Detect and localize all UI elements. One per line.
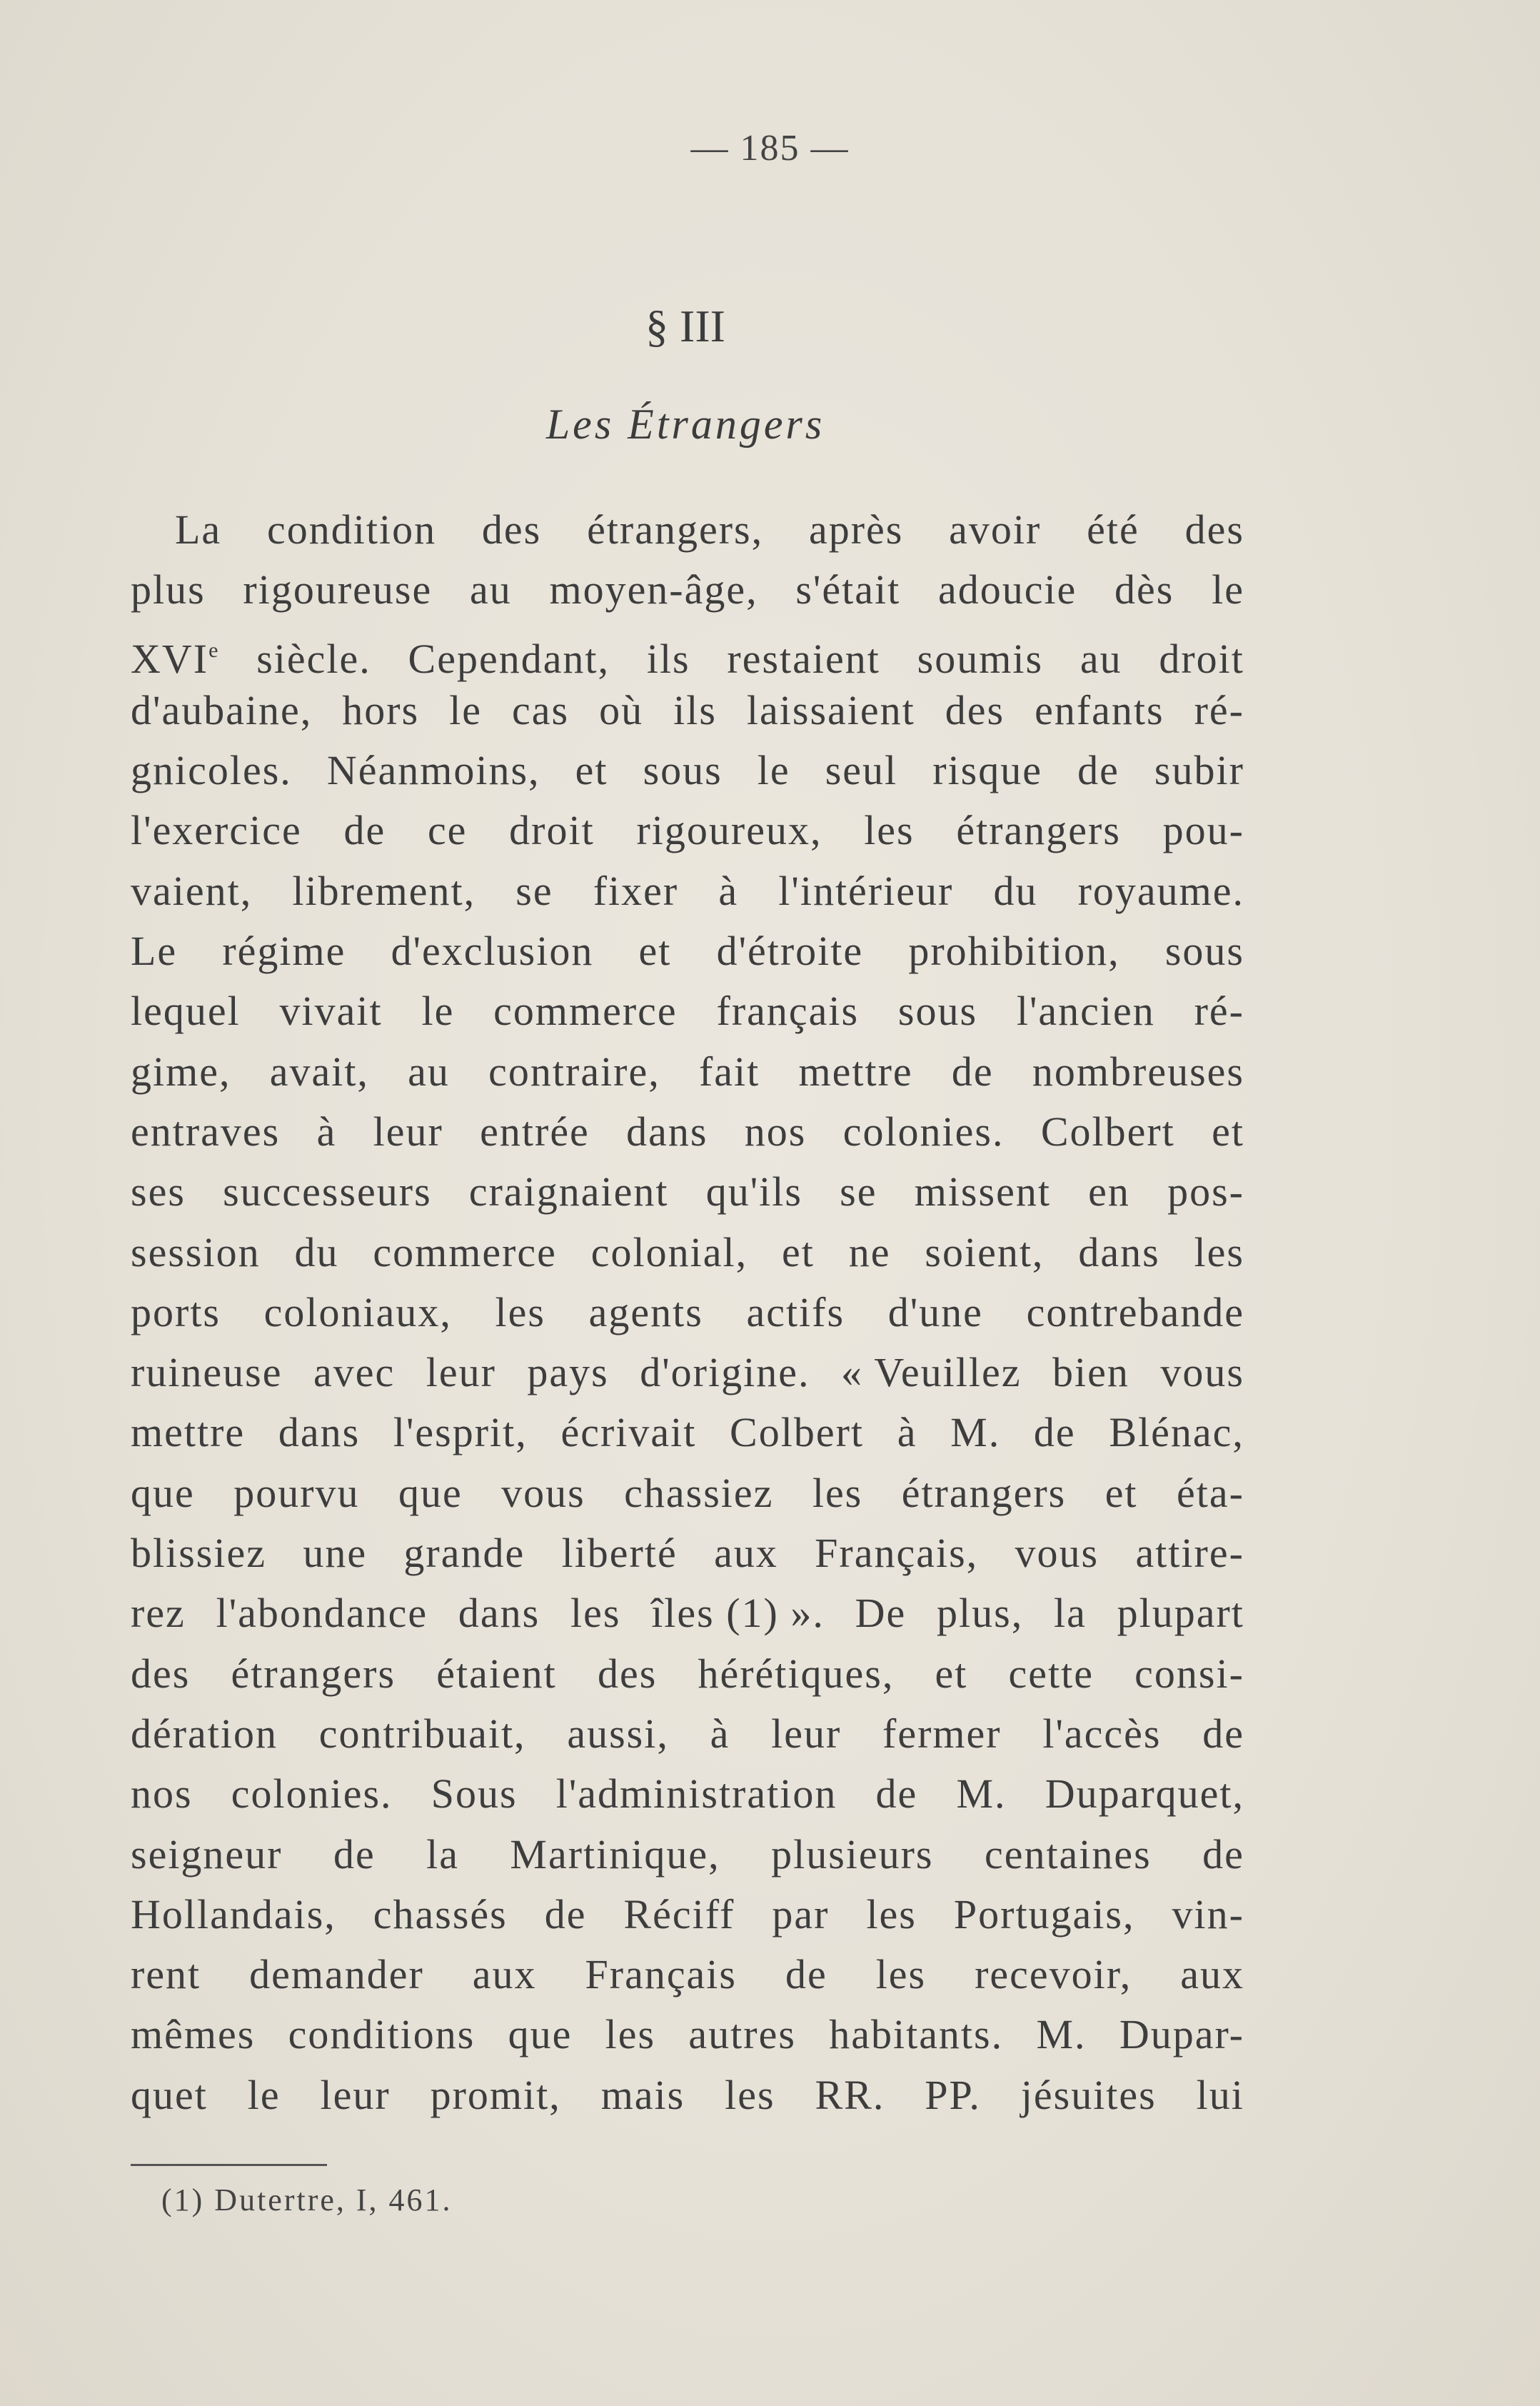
word: Portugais, (953, 1890, 1135, 1938)
word: M. (956, 1770, 1007, 1818)
word: sous (643, 747, 723, 794)
word: îles (1) ». (651, 1590, 825, 1637)
word: d'étroite (716, 928, 864, 975)
word: subir (1154, 747, 1244, 794)
word: rigoureuse (243, 566, 433, 613)
word: droit (509, 807, 595, 854)
word: risque (932, 747, 1042, 794)
word: les (812, 1469, 863, 1516)
text-line (131, 1704, 1244, 1764)
word: le (757, 747, 790, 794)
word: rez (131, 1590, 186, 1637)
footnote-divider (131, 2164, 327, 2166)
word: consi- (1134, 1650, 1244, 1697)
word: ses (131, 1168, 186, 1215)
word: Néanmoins, (326, 747, 540, 794)
text-line (131, 861, 1244, 921)
word: ce (427, 807, 468, 854)
word: recevoir, (975, 1951, 1132, 1998)
text-line (131, 921, 1244, 981)
word: le (1212, 566, 1244, 613)
word: fixer (593, 867, 679, 914)
word: de (1077, 747, 1119, 794)
word: de (343, 807, 386, 854)
word: une (303, 1530, 368, 1577)
word: commerce (493, 988, 678, 1035)
word: ils (673, 686, 717, 733)
page-number: — 185 — (690, 128, 850, 169)
word: agents (588, 1288, 703, 1335)
word: mettre (131, 1409, 246, 1456)
word: avec (313, 1349, 396, 1396)
word: avoir (949, 506, 1042, 553)
word: les (864, 807, 915, 854)
word: et (935, 1650, 968, 1697)
word: au (408, 1048, 450, 1095)
word: les (605, 2011, 656, 2058)
word: de (544, 1890, 587, 1938)
word: en (1088, 1168, 1130, 1215)
word: des (597, 1650, 658, 1697)
word: à (897, 1409, 917, 1456)
word: et (638, 928, 672, 975)
word: grande (403, 1530, 525, 1577)
word: De (855, 1590, 907, 1637)
word: seigneur (131, 1830, 283, 1878)
text-line (131, 1283, 1244, 1343)
word: nombreuses (1032, 1048, 1244, 1095)
text-line (131, 1042, 1244, 1102)
word: La (175, 506, 222, 553)
word: de (1202, 1710, 1244, 1757)
word: centaines (984, 1830, 1152, 1878)
word: pou- (1162, 807, 1244, 854)
word: Français, (815, 1530, 979, 1577)
word: M. (1036, 2011, 1087, 2058)
word: royaume. (1077, 867, 1244, 914)
word: avait, (269, 1048, 369, 1095)
word: étrangers (956, 807, 1121, 854)
word: dans (278, 1409, 361, 1456)
word: le (449, 686, 483, 733)
text-line (131, 1583, 1244, 1643)
word: seul (825, 747, 898, 794)
word: contrebande (1026, 1288, 1244, 1335)
word: adoucie (937, 566, 1077, 613)
word: leur (320, 2071, 391, 2118)
word: entraves (131, 1108, 281, 1155)
word: mêmes (131, 2011, 256, 2058)
text-line (131, 1463, 1244, 1523)
text-line (131, 1102, 1244, 1162)
word: conditions (288, 2011, 475, 2058)
word: les (725, 2071, 775, 2118)
word: Cependant, (408, 635, 610, 682)
text-line (131, 1945, 1244, 2005)
word: se (515, 867, 553, 914)
word: Français (585, 1951, 737, 1998)
word: et (575, 747, 608, 794)
word: aux (1180, 1951, 1244, 1998)
word: la (1053, 1590, 1087, 1637)
word: successeurs (223, 1168, 432, 1215)
word: session (131, 1228, 261, 1275)
word: moyen-âge, (549, 566, 758, 613)
text-line (131, 2005, 1244, 2065)
word: mettre (798, 1048, 913, 1095)
word: pays (527, 1349, 609, 1396)
word: dération (131, 1710, 278, 1757)
section-mark: § III (645, 301, 725, 351)
word: Blénac, (1109, 1409, 1244, 1456)
word: de (785, 1951, 827, 1998)
text-line (131, 1403, 1244, 1463)
word: dans (458, 1590, 540, 1637)
word: l'intérieur (778, 867, 954, 914)
word: gime, (131, 1048, 231, 1095)
word: que (131, 1469, 195, 1516)
word: les (1194, 1228, 1244, 1275)
word: leur (426, 1349, 496, 1396)
word: Hollandais, (131, 1890, 336, 1938)
word: étrangers (901, 1469, 1067, 1516)
word: et (1104, 1469, 1138, 1516)
word: que (508, 2011, 573, 2058)
word: aux (714, 1530, 778, 1577)
word: étrangers (231, 1650, 396, 1697)
word: quet (131, 2071, 208, 2118)
word: contribuait, (318, 1710, 526, 1757)
word: colonies. (231, 1770, 393, 1818)
word: liberté (561, 1530, 678, 1577)
word: à (316, 1108, 337, 1155)
word: Colbert (1040, 1108, 1175, 1155)
word: le (247, 2071, 281, 2118)
word: Martinique, (510, 1830, 720, 1878)
word: Le (131, 928, 178, 975)
word: l'abondance (216, 1590, 428, 1637)
word: de (1033, 1409, 1076, 1456)
word: dès (1114, 566, 1174, 613)
word: cette (1008, 1650, 1094, 1697)
word: ports (131, 1288, 221, 1335)
word: plus, (937, 1590, 1024, 1637)
word: siècle. (256, 635, 371, 682)
word: bien (1052, 1349, 1129, 1396)
word: colonial, (590, 1228, 748, 1275)
word: au (469, 566, 512, 613)
text-line (131, 560, 1244, 620)
word: pos- (1167, 1168, 1244, 1215)
word: que (398, 1469, 463, 1516)
word: Sous (431, 1770, 518, 1818)
word: vin- (1172, 1890, 1244, 1938)
word: écrivait (560, 1409, 697, 1456)
word: PP. (925, 2071, 981, 2118)
word: qu'ils (705, 1168, 802, 1215)
footnote: (1) Dutertre, I, 461. (161, 2182, 453, 2217)
word: leur (373, 1108, 443, 1155)
word: régime (222, 928, 346, 975)
word: dans (1078, 1228, 1160, 1275)
word: hors (342, 686, 420, 733)
word: Dupar- (1119, 2011, 1244, 2058)
word: à (710, 1710, 730, 1757)
word: restaient (727, 635, 880, 682)
word: le (421, 988, 455, 1035)
word: autres (688, 2011, 796, 2058)
word: après (808, 506, 904, 553)
word: habitants. (829, 2011, 1004, 2058)
word: mais (600, 2071, 685, 2118)
word: du (294, 1228, 339, 1275)
word: des (481, 506, 542, 553)
word: craignaient (468, 1168, 669, 1215)
word: vous (1160, 1349, 1244, 1396)
word: missent (914, 1168, 1051, 1215)
word: dans (626, 1108, 708, 1155)
text-line (131, 681, 1244, 741)
word: ruineuse (131, 1349, 283, 1396)
word: sous (897, 988, 978, 1035)
word: vivait (279, 988, 383, 1035)
word: entrée (480, 1108, 590, 1155)
word: nos (131, 1770, 193, 1818)
word: enfants (1035, 686, 1164, 733)
text-line (131, 1223, 1244, 1283)
text-line (131, 1644, 1244, 1704)
word: attire- (1135, 1530, 1244, 1577)
word: la (426, 1830, 459, 1878)
word: laissaient (746, 686, 915, 733)
word: Colbert (730, 1409, 865, 1456)
word: « Veuillez (840, 1349, 1022, 1396)
word: chassiez (624, 1469, 774, 1516)
text-line (131, 1343, 1244, 1403)
word: contraire, (488, 1048, 660, 1095)
word: français (716, 988, 860, 1035)
text-line (131, 1885, 1244, 1945)
word: rigoureux, (636, 807, 822, 854)
word: les (570, 1590, 621, 1637)
word: d'exclusion (391, 928, 594, 975)
word: éta- (1176, 1469, 1244, 1516)
word: plus (131, 566, 206, 613)
word: demander (249, 1951, 424, 1998)
word: plusieurs (771, 1830, 934, 1878)
word: vous (501, 1469, 585, 1516)
word: de (1202, 1830, 1244, 1878)
word: à (718, 867, 739, 914)
word: au (1079, 635, 1122, 682)
word: sous (1164, 928, 1244, 975)
word: prohibition, (908, 928, 1120, 975)
word: Réciff (623, 1890, 735, 1938)
word: librement, (292, 867, 476, 914)
word: cas (512, 686, 570, 733)
word: blissiez (131, 1530, 266, 1577)
word: XVIe (131, 635, 220, 682)
word: ré- (1194, 686, 1244, 733)
word: fait (698, 1048, 760, 1095)
word: pourvu (233, 1469, 360, 1516)
word: ils (646, 635, 690, 682)
word: les (866, 1890, 917, 1938)
word: aux (472, 1951, 537, 1998)
text-line (131, 500, 1244, 560)
word: s'était (795, 566, 901, 613)
word: commerce (373, 1228, 557, 1275)
word: vaient, (131, 867, 253, 914)
word: condition (267, 506, 437, 553)
word: lui (1196, 2071, 1244, 2118)
text-line (131, 1162, 1244, 1222)
word: vous (1015, 1530, 1099, 1577)
word: M. (950, 1409, 1001, 1456)
word: l'esprit, (393, 1409, 528, 1456)
word: soient, (925, 1228, 1045, 1275)
text-line (131, 981, 1244, 1041)
word: actifs (746, 1288, 845, 1335)
word: et (1212, 1108, 1244, 1155)
word: jésuites (1020, 2071, 1157, 2118)
word: ré- (1194, 988, 1244, 1035)
text-line (131, 741, 1244, 801)
word: étaient (436, 1650, 557, 1697)
word: rent (131, 1951, 201, 1998)
word: ne (848, 1228, 891, 1275)
word: lequel (131, 988, 241, 1035)
word: de (951, 1048, 994, 1095)
word: d'une (887, 1288, 983, 1335)
word: d'origine. (640, 1349, 810, 1396)
word: d'aubaine, (131, 686, 313, 733)
word: des (1184, 506, 1244, 553)
word: leur (771, 1710, 842, 1757)
text-line (131, 801, 1244, 861)
word: aussi, (567, 1710, 669, 1757)
word: des (131, 1650, 191, 1697)
word: été (1087, 506, 1139, 553)
word: par (772, 1890, 830, 1938)
word: soumis (917, 635, 1044, 682)
text-line (131, 1825, 1244, 1885)
word: et (782, 1228, 815, 1275)
word: de (333, 1830, 376, 1878)
word: nos (744, 1108, 807, 1155)
word: se (840, 1168, 877, 1215)
word: RR. (815, 2071, 885, 2118)
word: les (875, 1951, 927, 1998)
word: du (993, 867, 1038, 914)
word: droit (1159, 635, 1244, 682)
word: étrangers, (587, 506, 764, 553)
word: hérétiques, (698, 1650, 895, 1697)
word: l'administration (555, 1770, 837, 1818)
text-line (131, 621, 1244, 681)
word: les (495, 1288, 545, 1335)
word: promit, (430, 2071, 561, 2118)
text-line (131, 2065, 1244, 2125)
word: Duparquet, (1045, 1770, 1244, 1818)
word: colonies. (842, 1108, 1005, 1155)
word: plupart (1117, 1590, 1244, 1637)
word: l'ancien (1016, 988, 1155, 1035)
word: de (875, 1770, 918, 1818)
word: l'accès (1042, 1710, 1162, 1757)
text-line (131, 1764, 1244, 1824)
word: des (945, 686, 1005, 733)
word: l'exercice (131, 807, 302, 854)
word: gnicoles. (131, 747, 292, 794)
text-line (131, 1523, 1244, 1583)
word: coloniaux, (263, 1288, 452, 1335)
word: chassés (373, 1890, 508, 1938)
body-paragraph (131, 500, 1244, 2125)
word: où (599, 686, 644, 733)
word: fermer (882, 1710, 1002, 1757)
section-title: Les Étrangers (545, 401, 825, 448)
